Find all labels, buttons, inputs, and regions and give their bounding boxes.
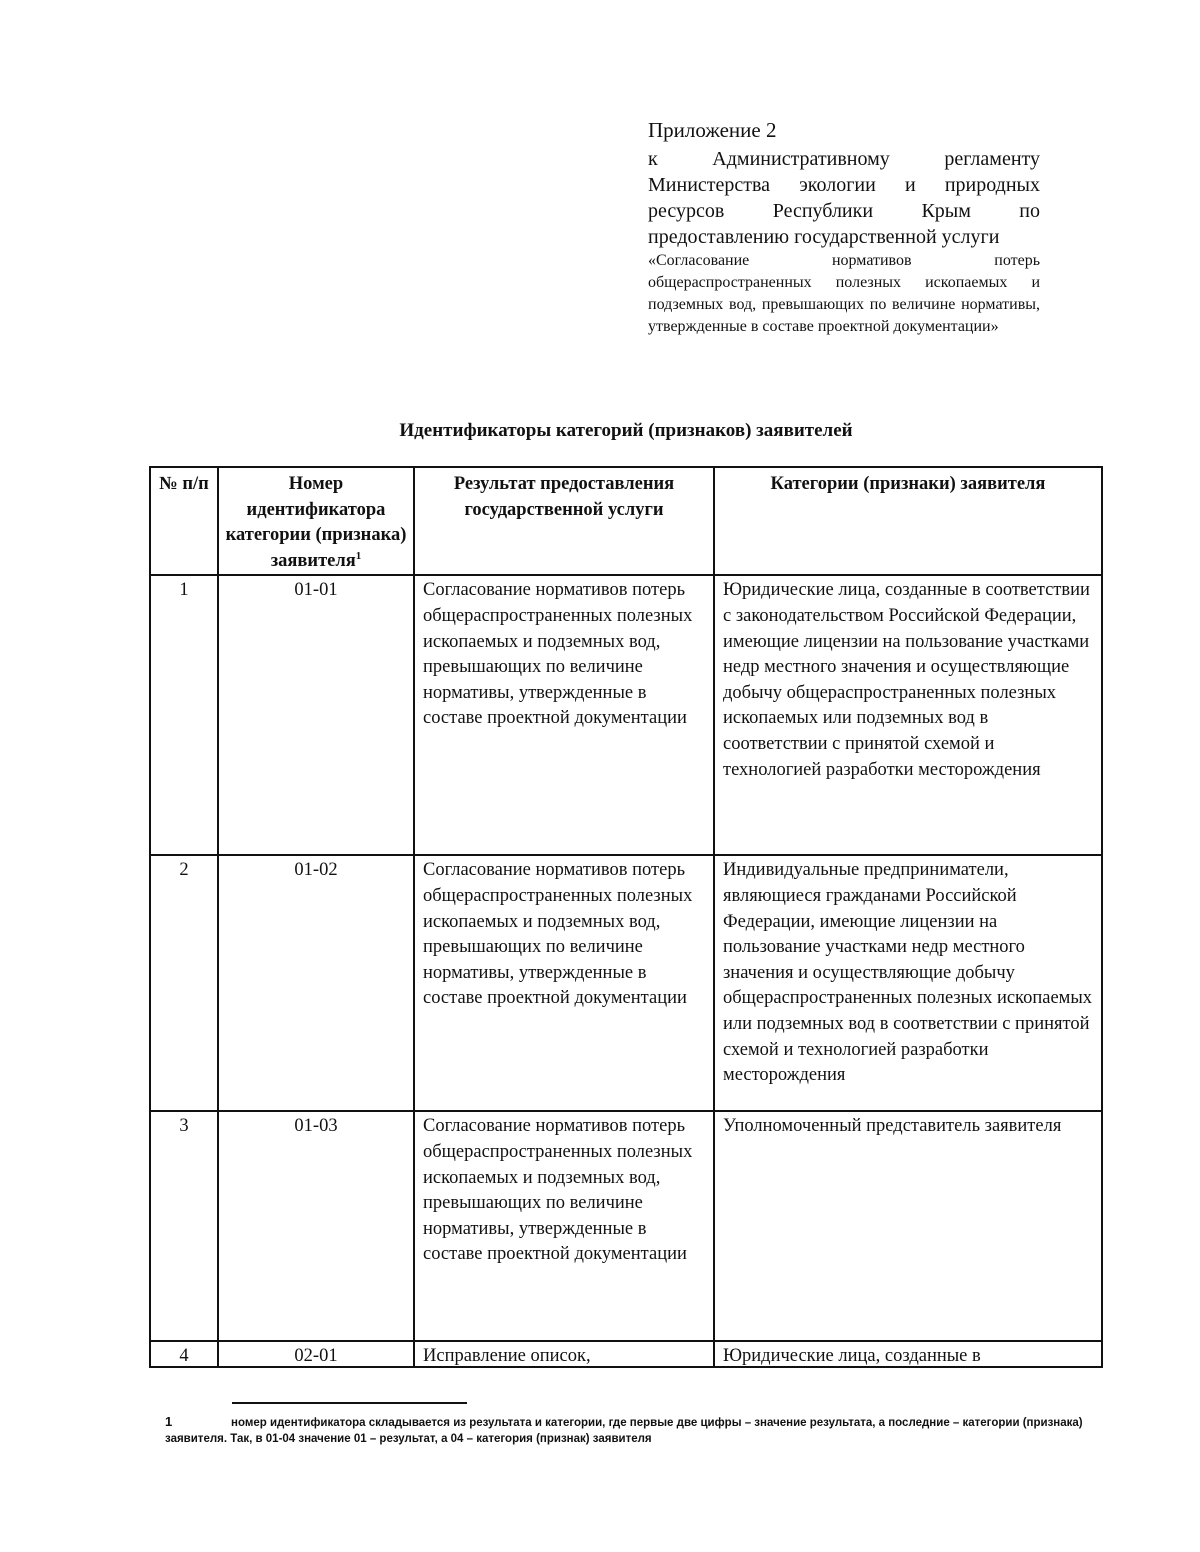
cell-category bbox=[714, 1341, 1102, 1367]
cell-id-text: 02-01 bbox=[294, 1346, 338, 1367]
header-num: № п/п bbox=[150, 467, 218, 575]
header-id bbox=[218, 467, 414, 575]
table-header-row bbox=[150, 467, 1102, 575]
table-row bbox=[150, 1111, 1102, 1341]
cell-result: Согласование нормативов потерь общераспространенных полезных ископаемых и подземных вод, превышающих по величине нормативы, утвержденные в составе проектной документации bbox=[414, 1111, 714, 1341]
cell-category: Юридические лица, созданные в соответствии с законодательством Российской Федерации, имеющие лицензии на пользование участками недр местного значения и осуществляющие добычу общераспространенных полезных ископаемых или подземных вод в соответствии с принятой схемой и технологией разработки месторождения bbox=[714, 575, 1102, 855]
cell-result: Согласование нормативов потерь общераспространенных полезных ископаемых и подземных вод, превышающих по величине нормативы, утвержденные в составе проектной документации bbox=[414, 575, 714, 855]
cell-result: Согласование нормативов потерь общераспространенных полезных ископаемых и подземных вод, превышающих по величине нормативы, утвержденные в составе проектной документации bbox=[414, 855, 714, 1111]
table-row bbox=[150, 575, 1102, 855]
cell-id bbox=[218, 1341, 414, 1367]
appendix-header bbox=[648, 116, 1040, 338]
footnote-mark: 1 bbox=[165, 1414, 173, 1429]
header-id-text: Номер идентификатора категории (признака) заявителя bbox=[225, 474, 407, 571]
cell-num-text: 4 bbox=[179, 1346, 189, 1367]
appendix-service-name: «Согласование нормативов потерь общераспространенных полезных ископаемых и подземных вод, превышающих по величине нормативы, утвержденные в составе проектной документации» bbox=[648, 252, 1040, 335]
table-row bbox=[150, 1341, 1102, 1367]
appendix-regulation-text: к Административному регламенту Министерства экологии и природных ресурсов Республики Крым по предоставлению государственной услуги bbox=[648, 148, 1040, 248]
identifiers-table bbox=[149, 466, 1103, 1368]
cell-id: 01-01 bbox=[218, 575, 414, 855]
cell-num bbox=[150, 1341, 218, 1367]
cell-num: 3 bbox=[150, 1111, 218, 1341]
cell-id: 01-03 bbox=[218, 1111, 414, 1341]
footnote-separator bbox=[232, 1402, 467, 1404]
footnote bbox=[165, 1414, 1095, 1447]
header-result: Результат предоставления государственной услуги bbox=[414, 467, 714, 575]
table-row bbox=[150, 855, 1102, 1111]
cell-category: Уполномоченный представитель заявителя bbox=[714, 1111, 1102, 1341]
header-category: Категории (признаки) заявителя bbox=[714, 467, 1102, 575]
cell-id: 01-02 bbox=[218, 855, 414, 1111]
footnote-ref[interactable]: 1 bbox=[355, 549, 362, 562]
cell-category: Индивидуальные предприниматели, являющиеся гражданами Российской Федерации, имеющие лицензии на пользование участками недр местного значения и осуществляющие добычу общераспространенных полезных ископаемых или подземных вод в соответствии с принятой схемой и технологией разработки месторождения bbox=[714, 855, 1102, 1111]
cell-num: 1 bbox=[150, 575, 218, 855]
cell-num: 2 bbox=[150, 855, 218, 1111]
appendix-title: Приложение 2 bbox=[648, 118, 777, 142]
document-title: Идентификаторы категорий (признаков) заявителей bbox=[399, 420, 853, 441]
cell-result-text: Исправление описок, bbox=[423, 1346, 591, 1367]
cell-category-text: Юридические лица, созданные в bbox=[723, 1346, 981, 1367]
footnote-text: номер идентификатора складывается из результата и категории, где первые две цифры – значение результата, а последние – категории (признака) заявителя. Так, в 01-04 значение 01 – результат, а 04 – категория (признак) заявителя bbox=[165, 1417, 1083, 1445]
cell-result bbox=[414, 1341, 714, 1367]
